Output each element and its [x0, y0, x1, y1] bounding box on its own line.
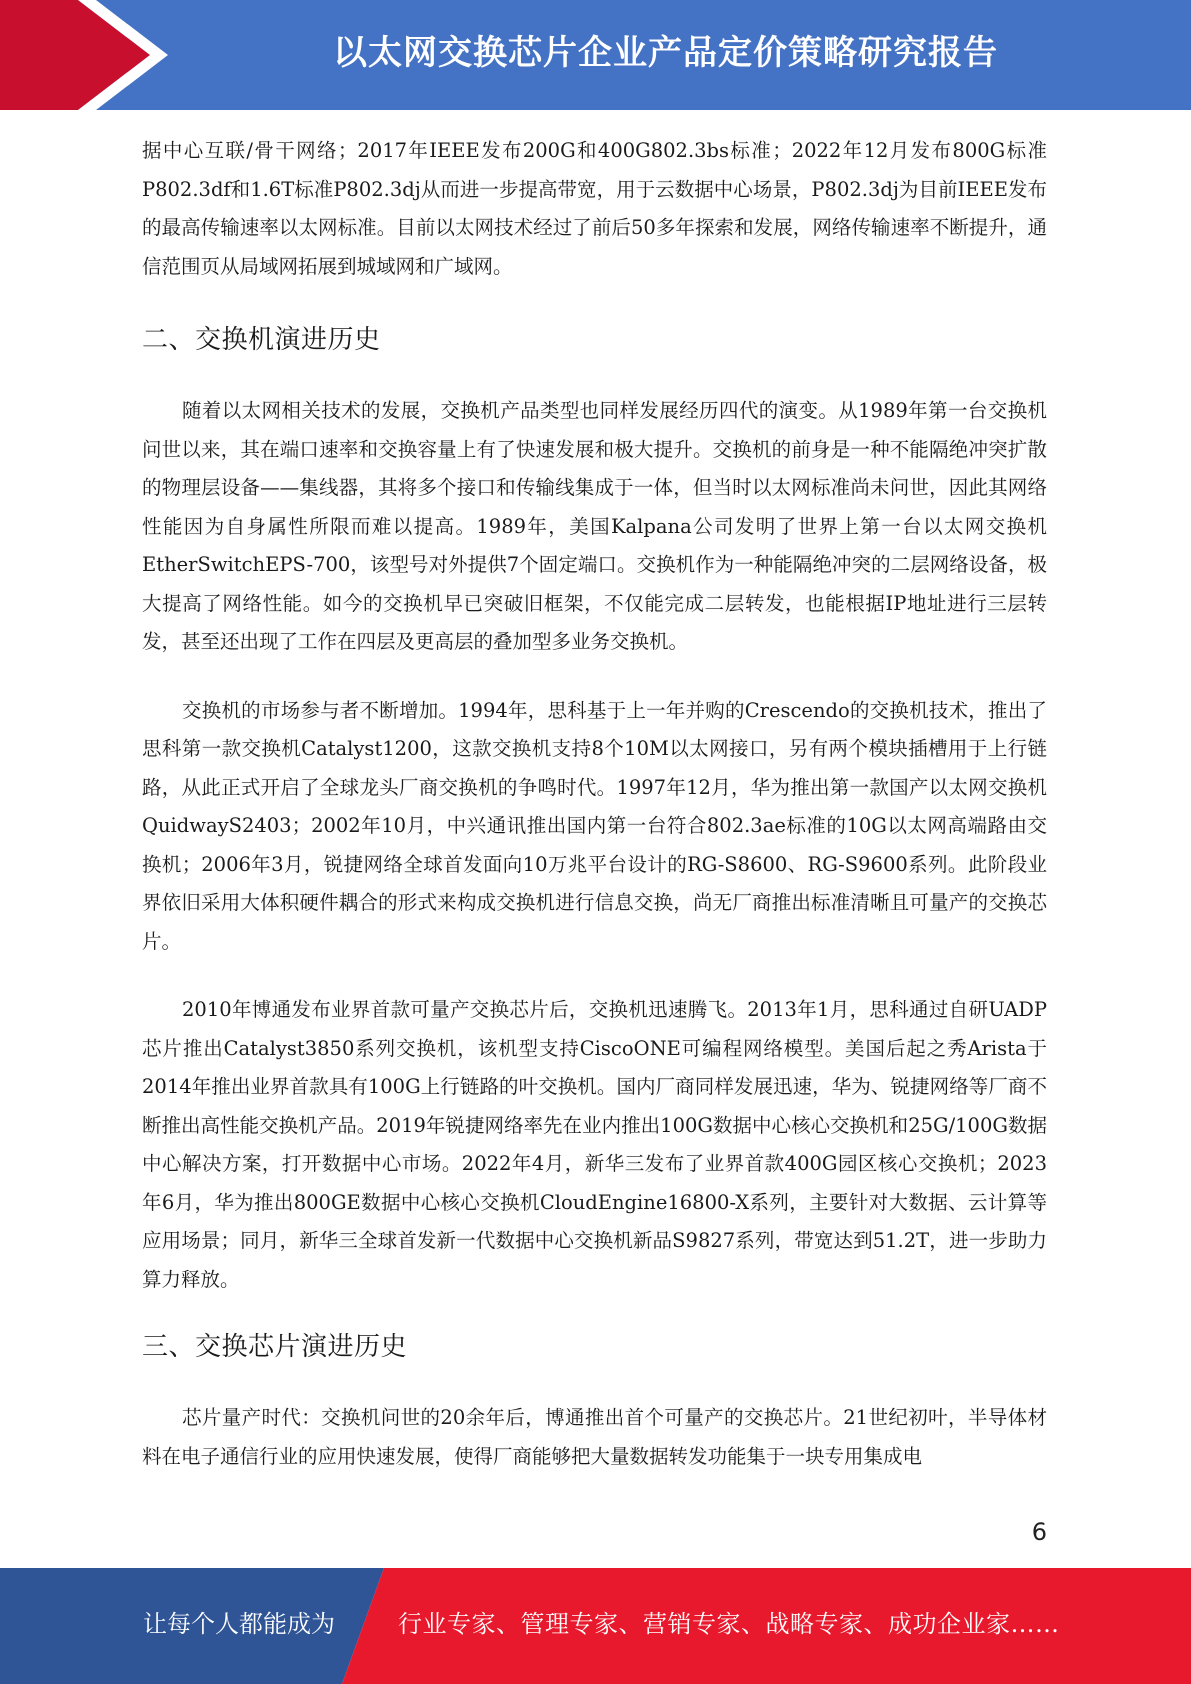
- footer-slogan-left: 让每个人都能成为: [143, 1610, 335, 1638]
- footer-slogan-right: 行业专家、管理专家、营销专家、战略专家、成功企业家……: [398, 1610, 1060, 1638]
- page-number: 6: [1031, 1518, 1047, 1546]
- intro-paragraph: 据中心互联/骨干网络；2017年IEEE发布200G和400G802.3bs标准；2022年12月发布800G标准P802.3df和1.6T标准P802.3dj从而进一步提高带宽，用于云数据中心场景，P802.3dj为目前IEEE发布的最高传输速率以太网标准。目前以太网技术经过了前后50多年探索和发展，网络传输速率不断提升，通信范围页从局域网拓展到城域网和广域网。: [142, 139, 1047, 278]
- page-content: [142, 132, 1047, 1476]
- header-title: 以太网交换芯片企业产品定价策略研究报告: [333, 33, 998, 73]
- section-title-chip-history: 三、交换芯片演进历史: [142, 1332, 408, 1362]
- body-paragraph: 2010年博通发布业界首款可量产交换芯片后，交换机迅速腾飞。2013年1月，思科通过自研UADP芯片推出Catalyst3850系列交换机，该机型支持CiscoONE可编程网络模型。美国后起之秀Arista于2014年推出业界首款具有100G上行链路的叶交换机。国内厂商同样发展迅速，华为、锐捷网络等厂商不断推出高性能交换机产品。2019年锐捷网络率先在业内推出100G数据中心核心交换机和25G/100G数据中心解决方案，打开数据中心市场。2022年4月，新华三发布了业界首款400G园区核心交换机；2023年6月，华为推出800GE数据中心核心交换机CloudEngine16800-X系列，主要针对大数据、云计算等应用场景；同月，新华三全球首发新一代数据中心交换机新品S9827系列，带宽达到51.2T，进一步助力算力释放。: [142, 998, 1047, 1291]
- body-paragraph: 交换机的市场参与者不断增加。1994年，思科基于上一年并购的Crescendo的交换机技术，推出了思科第一款交换机Catalyst1200，这款交换机支持8个10M以太网接口，另有两个模块插槽用于上行链路，从此正式开启了全球龙头厂商交换机的争鸣时代。1997年12月，华为推出第一款国产以太网交换机QuidwayS2403；2002年10月，中兴通讯推出国内第一台符合802.3ae标准的10G以太网高端路由交换机；2006年3月，锐捷网络全球首发面向10万兆平台设计的RG-S8600、RG-S9600系列。此阶段业界依旧采用大体积硬件耦合的形式来构成交换机进行信息交换，尚无厂商推出标准清晰且可量产的交换芯片。: [142, 698, 1047, 953]
- page-footer: [0, 1568, 1191, 1684]
- section-title-switch-history: 二、交换机演进历史: [142, 325, 381, 355]
- page-header: [0, 0, 1191, 110]
- body-paragraph: 随着以太网相关技术的发展，交换机产品类型也同样发展经历四代的演变。从1989年第一台交换机问世以来，其在端口速率和交换容量上有了快速发展和极大提升。交换机的前身是一种不能隔绝冲突扩散的物理层设备——集线器，其将多个接口和传输线集成于一体，但当时以太网标准尚未问世，因此其网络性能因为自身属性所限而难以提高。1989年，美国Kalpana公司发明了世界上第一台以太网交换机EtherSwitchEPS-700，该型号对外提供7个固定端口。交换机作为一种能隔绝冲突的二层网络设备，极大提高了网络性能。如今的交换机早已突破旧框架，不仅能完成二层转发，也能根据IP地址进行三层转发，甚至还出现了工作在四层及更高层的叠加型多业务交换机。: [142, 399, 1047, 653]
- body-paragraph: 芯片量产时代：交换机问世的20余年后，博通推出首个可量产的交换芯片。21世纪初叶，半导体材料在电子通信行业的应用快速发展，使得厂商能够把大量数据转发功能集于一块专用集成电: [142, 1406, 1047, 1468]
